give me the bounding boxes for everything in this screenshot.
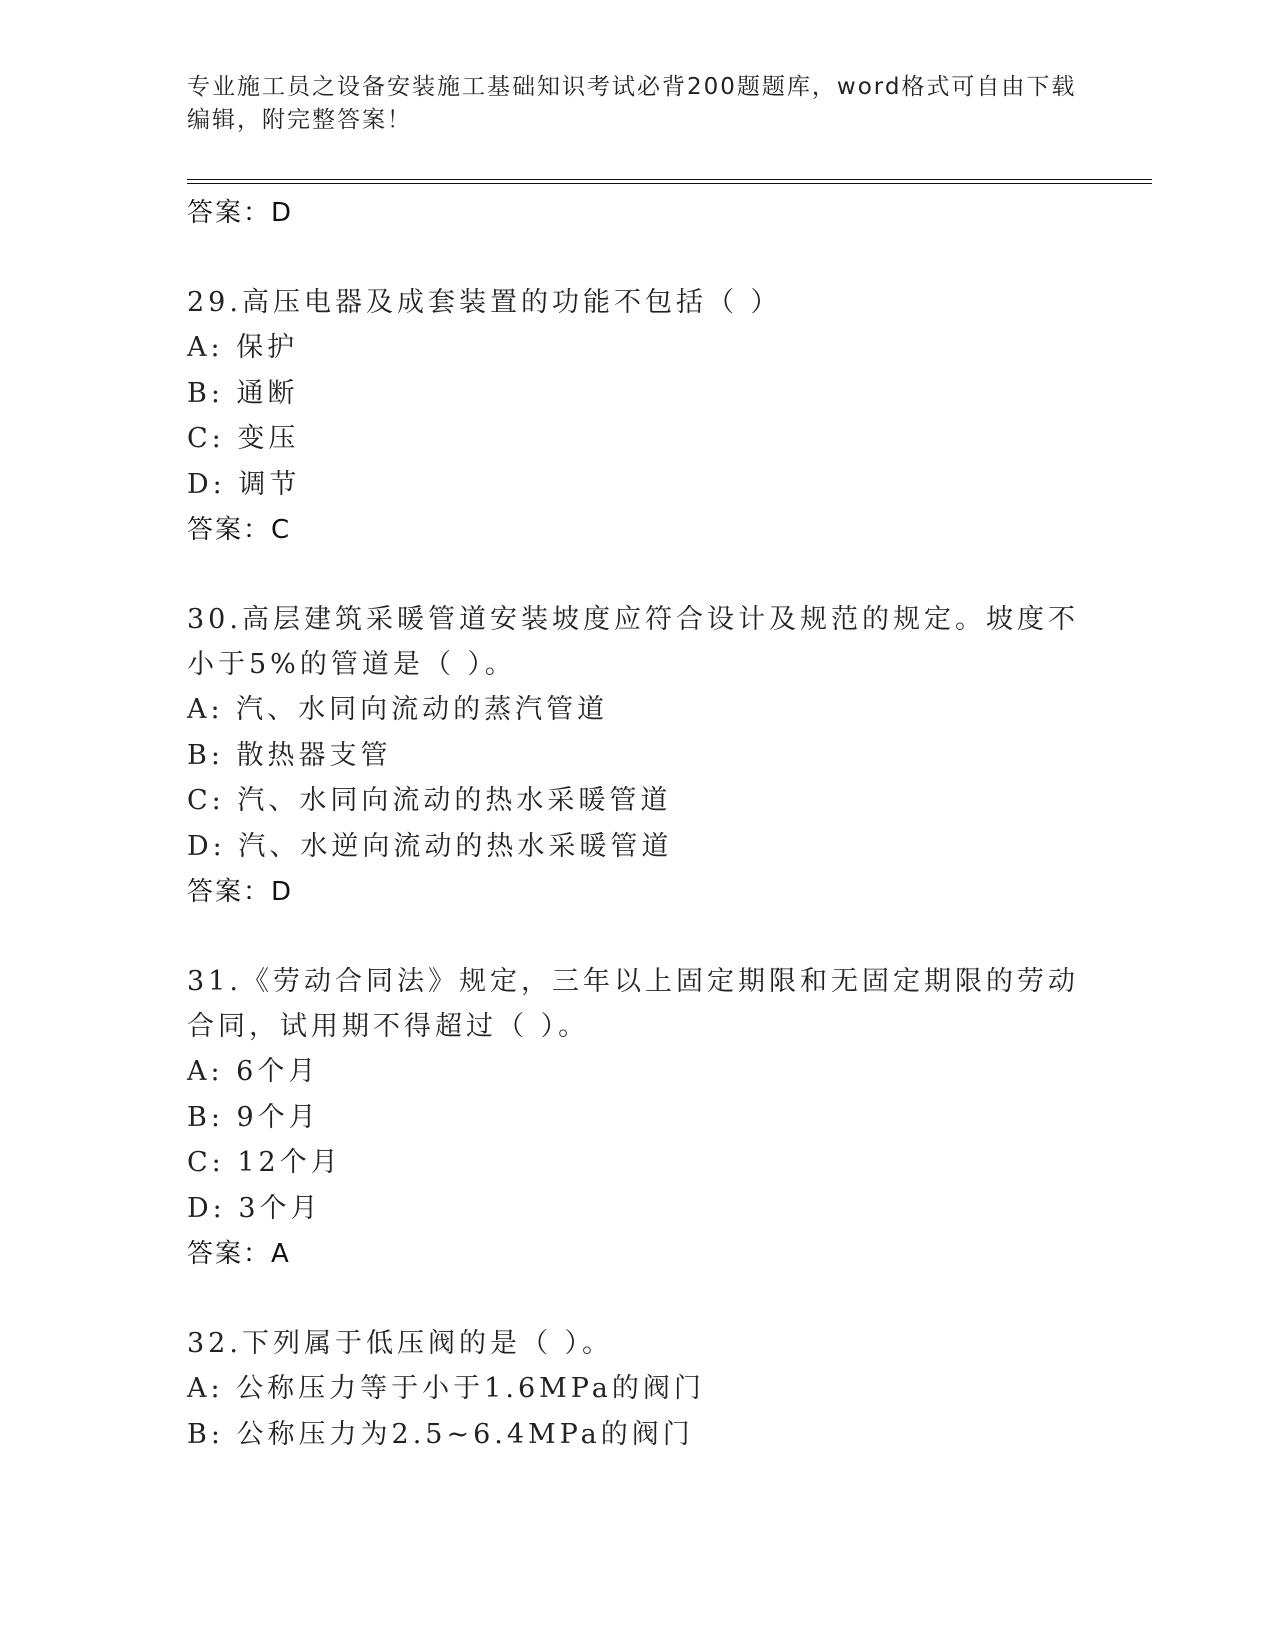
option-c: C: 变压	[187, 423, 300, 454]
option-b: B: 散热器支管	[187, 739, 392, 771]
question-text: 31.《劳动合同法》规定，三年以上固定期限和无固定期限的劳动合同，试用期不得超过（ ）。	[187, 966, 1079, 1042]
option-b: B: 9个月	[187, 1101, 320, 1133]
option-a: A: 汽、水同向流动的蒸汽管道	[187, 694, 609, 725]
question-text: 32.下列属于低压阀的是（ ）。	[187, 1328, 614, 1359]
question-text: 30.高层建筑采暖管道安装坡度应符合设计及规范的规定。坡度不小于5%的管道是（ ）。	[187, 604, 1079, 680]
option-c: C: 汽、水同向流动的热水采暖管道	[187, 785, 672, 816]
option-b: B: 公称压力为2.5~6.4MPa的阀门	[187, 1418, 694, 1450]
option-a: A: 公称压力等于小于1.6MPa的阀门	[187, 1373, 705, 1404]
header-divider	[187, 179, 1152, 180]
question-text: 29.高压电器及成套装置的功能不包括（ ）	[187, 287, 782, 318]
document-header: 专业施工员之设备安装施工基础知识考试必背200题题库，word格式可自由下载编辑，附完整答案！	[187, 74, 1077, 133]
option-b: B: 通断	[187, 377, 299, 409]
header-divider-secondary	[187, 183, 1152, 184]
option-a: A: 保护	[187, 332, 299, 363]
question-block-31	[187, 959, 1087, 1277]
option-d: D: 调节	[187, 468, 301, 500]
option-c: C: 12个月	[187, 1147, 342, 1178]
answer-line: 答案：D	[187, 877, 294, 907]
question-block-29	[187, 280, 1087, 553]
question-list	[187, 190, 1087, 1457]
answer-line: 答案：A	[187, 1239, 291, 1269]
option-a: A: 6个月	[187, 1056, 320, 1087]
question-block-32	[187, 1321, 1087, 1457]
option-d: D: 3个月	[187, 1192, 322, 1224]
option-d: D: 汽、水逆向流动的热水采暖管道	[187, 830, 673, 862]
answer-line: 答案：C	[187, 515, 292, 545]
answer-line: 答案：D	[187, 198, 294, 228]
question-block-30	[187, 597, 1087, 915]
